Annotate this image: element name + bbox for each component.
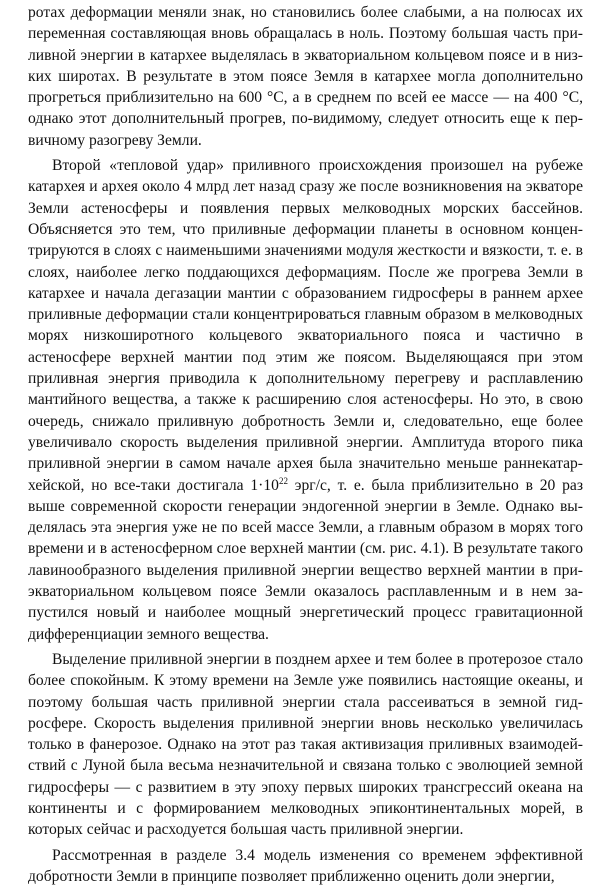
exponent: 22 [278, 475, 288, 486]
paragraph-3: Выделение приливной энергии в позднем архее и тем более в протерозое стало более спокойным. К этому времени на Земле уже появились настоящие океаны, и поэтому большая часть приливной энергии стала рассеиваться в земной гидросфере. Скорость выделения приливной энергии вновь несколько увеличилась только в фанерозое. Однако на этот раз такая активизация приливных взаимодействий с Луной была весьма незначительной и связана только с эволюцией земной гидросферы — с развитием в эту эпоху первых широких трансгрессий океана на континенты и с формированием мелководных эпиконтинентальных морей, в которых сейчас и расходуется большая часть приливной энергии. [28, 650, 583, 839]
paragraph-1: ротах деформации меняли знак, но становились более слабыми, а на полюсах их переменная составляющая вновь обращалась в ноль. Поэтому большая часть приливной энергии в катархее выделялась в экваториальном кольцевом поясе и в низких широтах. В результате в этом поясе Земля в катархее могла дополнительно прогреться приблизительно на 600 °С, а в среднем по всей ее массе — на 400 °С, однако этот дополнительный прогрев, по-видимому, следует относить еще к первичному разогреву Земли. [28, 4, 583, 149]
document-page [28, 2, 583, 887]
paragraph-4: Рассмотренная в разделе 3.4 модель изменения со временем эффективной добротности Земли в принципе позволяет приближенно оценить доли энергии, [28, 846, 583, 885]
paragraph-2 [28, 155, 583, 645]
paragraph-2-text-before: Второй «тепловой удар» приливного происхождения произошел на рубеже катархея и архея около 4 млрд лет назад сразу же после возникновения на экваторе Земли астеносферы и появления первых мелководных морских бассейнов. Объясняется это тем, что приливные деформации планеты в основном концентрируются в слоях с наименьшими значениями модуля жесткости и вязкости, т. е. в слоях, наиболее легко поддающихся деформациям. После же прогрева Земли в катархее и начала дегазации мантии с образованием гидросферы в раннем архее приливные деформации стали концентрироваться главным образом в мелководных морях низкоширотного кольцевого экваториального пояса и частично в астеносфере верхней мантии под этим же поясом. Выделяющаяся при этом приливная энергия приводила к дополнительному перегреву и расплавлению мантийного вещества, а также к расширению слоя астеносферы. Но это, в свою очередь, снижало приливную добротность Земли и, следовательно, еще более увеличивало скорость выделения приливной энергии. Амплитуда второго пика приливной энергии в самом начале архея была значительно меньше раннекатархейской, но все-таки достигала 1·10 [28, 157, 583, 494]
paragraph-2-text-after: эрг/с, т. е. была приблизительно в 20 раз выше современной скорости генерации эндогенной энергии в Земле. Однако выделялась эта энергия уже не по всей массе Земли, а главным образом в морях того времени и в астеносферном слое верхней мантии (см. рис. 4.1). В результате такого лавинообразного выделения приливной энергии вещество верхней мантии в приэкваториальном кольцевом поясе Земли оказалось расплавленным и в нем запустился новый и наиболее мощный энергетический процесс гравитационной дифференциации земного вещества. [28, 476, 583, 643]
